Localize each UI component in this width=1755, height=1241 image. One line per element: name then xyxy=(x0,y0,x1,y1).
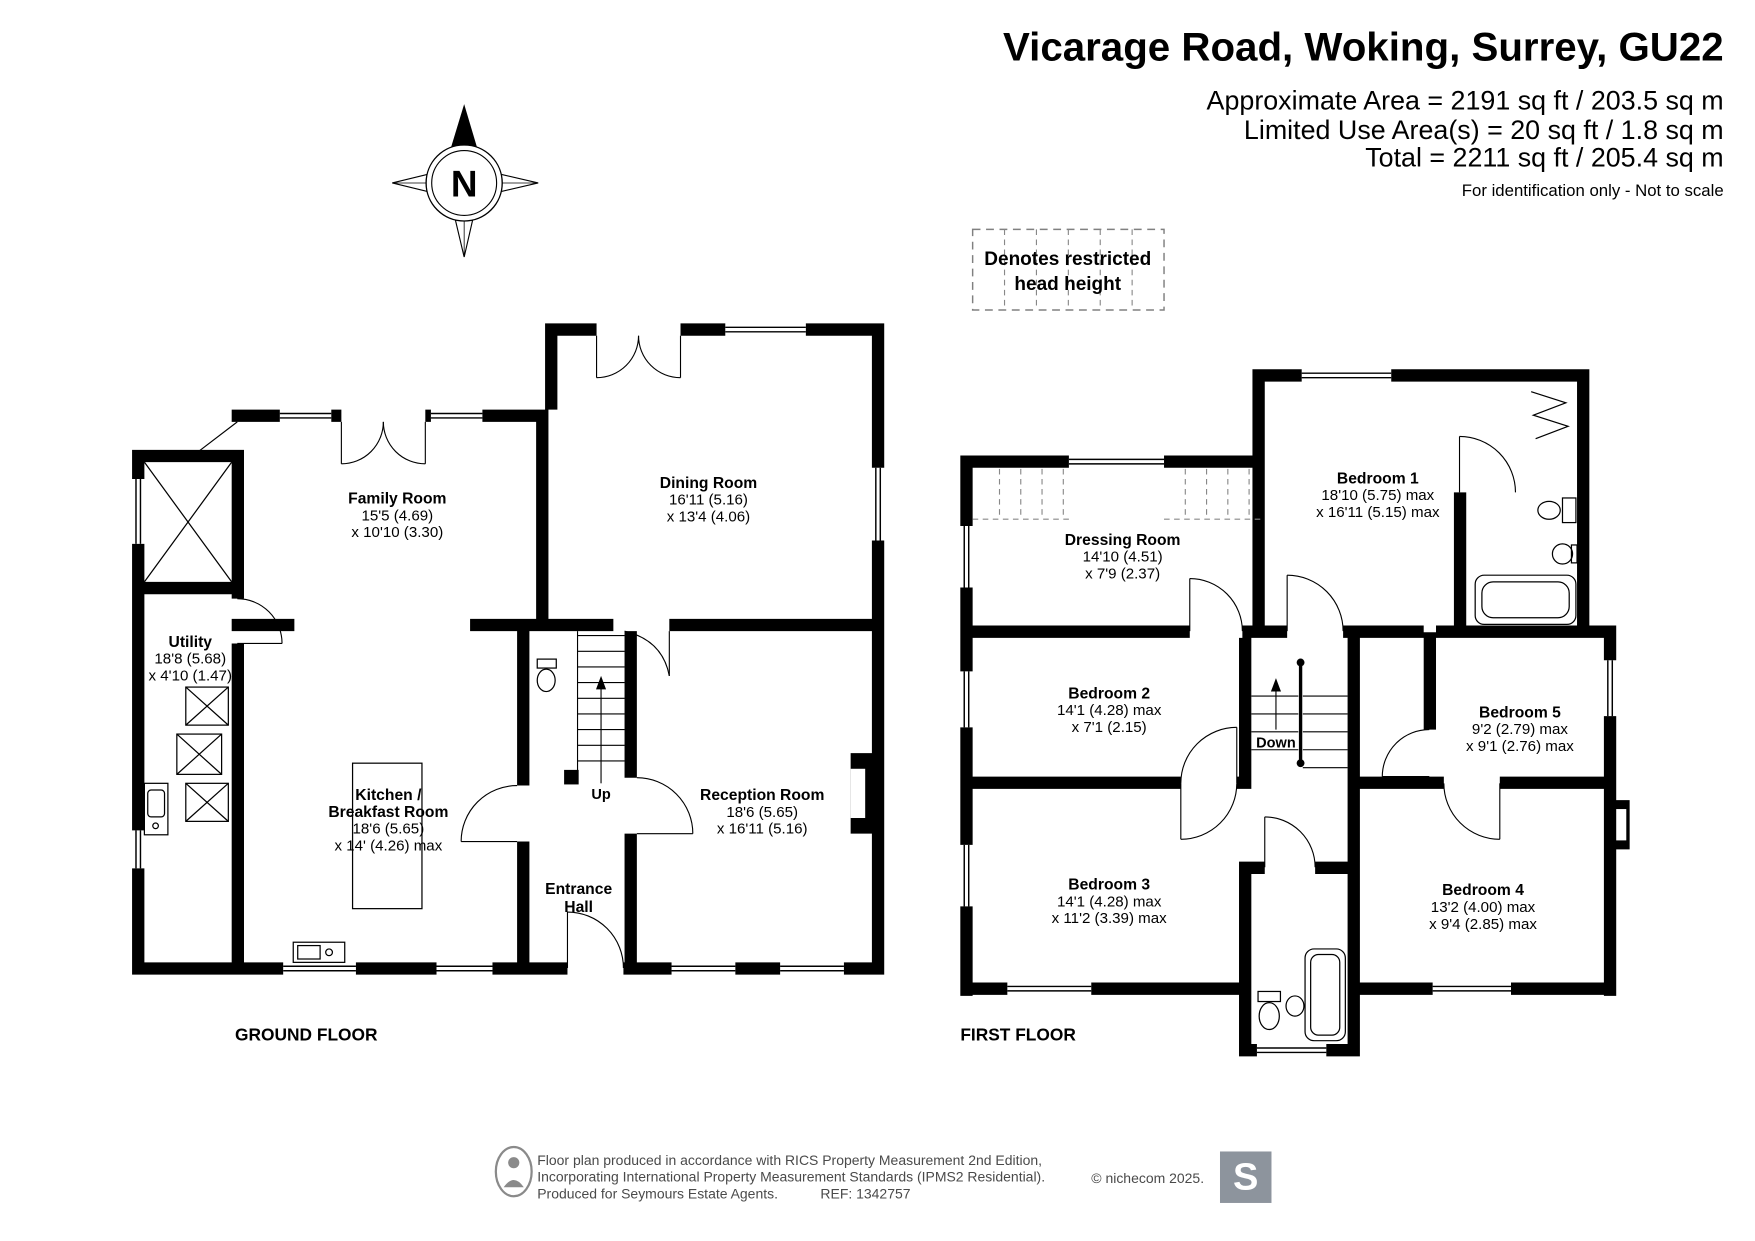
page-title: Vicarage Road, Woking, Surrey, GU22 xyxy=(1003,24,1724,70)
utility-dim1: 18'8 (5.68) xyxy=(154,650,227,668)
ground-floor-label: GROUND FLOOR xyxy=(235,1024,378,1045)
bedroom5-dim1: 9'2 (2.79) max xyxy=(1471,721,1568,739)
wc-toilet xyxy=(537,659,556,668)
bedroom4-dim2: x 9'4 (2.85) max xyxy=(1429,915,1537,933)
bedroom4-name: Bedroom 4 xyxy=(1442,882,1524,900)
kitchen-name2: Breakfast Room xyxy=(328,803,449,821)
bedroom3-dim2: x 11'2 (3.39) max xyxy=(1051,910,1167,928)
legend-line2: head height xyxy=(1014,273,1122,295)
compass-icon xyxy=(392,104,538,257)
utility-dim2: x 4'10 (1.47) xyxy=(148,667,232,685)
bedroom4-dim1: 13'2 (4.00) max xyxy=(1430,899,1536,917)
footer-line1: Floor plan produced in accordance with RICS Property Measurement 2nd Edition, xyxy=(537,1151,1043,1168)
dining-room-dim2: x 13'4 (4.06) xyxy=(666,508,751,526)
person-icon xyxy=(496,1147,532,1196)
down-arrow-icon xyxy=(1271,678,1281,691)
family-room-dim1: 15'5 (4.69) xyxy=(361,507,434,525)
dressing-room-name: Dressing Room xyxy=(1064,531,1181,549)
stairs-up-label: Up xyxy=(591,786,611,803)
bathroom-sink xyxy=(1286,996,1304,1016)
fireplace-recess xyxy=(851,769,866,818)
reception-room-name: Reception Room xyxy=(700,787,825,805)
ground-floor-stairs xyxy=(564,631,624,784)
footer-ref: REF: 1342757 xyxy=(820,1185,911,1202)
bedroom1-dim2: x 16'11 (5.15) max xyxy=(1316,503,1440,521)
compass-north-label: N xyxy=(450,163,478,205)
footer-line2: Incorporating International Property Measurement Standards (IPMS2 Residential). xyxy=(537,1168,1046,1185)
utility-name: Utility xyxy=(168,633,213,651)
entrance-hall-name1: Entrance xyxy=(545,881,613,899)
bedroom5-name: Bedroom 5 xyxy=(1479,704,1561,722)
ground-floor-fixtures xyxy=(144,462,556,962)
bedroom1-dim1: 18'10 (5.75) max xyxy=(1321,487,1435,505)
ensuite-sink xyxy=(1552,544,1572,564)
bedroom1-name: Bedroom 1 xyxy=(1336,470,1419,488)
dressing-room-dim2: x 7'9 (2.37) xyxy=(1085,565,1161,583)
footer xyxy=(496,1147,1272,1203)
kitchen-dim2: x 14' (4.26) max xyxy=(334,837,443,855)
bedroom3-name: Bedroom 3 xyxy=(1068,876,1151,894)
ground-floor-plan xyxy=(132,323,884,1044)
logo-letter: S xyxy=(1233,1156,1259,1199)
first-floor-plan xyxy=(960,369,1629,1056)
approximate-area: Approximate Area = 2191 sq ft / 203.5 sq m xyxy=(1206,85,1724,116)
total-area: Total = 2211 sq ft / 205.4 sq m xyxy=(1365,142,1724,173)
entrance-hall-name2: Hall xyxy=(564,899,594,917)
first-floor-label: FIRST FLOOR xyxy=(960,1024,1076,1045)
reception-room-dim2: x 16'11 (5.16) xyxy=(716,820,808,838)
legend-line1: Denotes restricted xyxy=(984,249,1152,271)
ensuite-toilet xyxy=(1562,498,1575,523)
family-room-name: Family Room xyxy=(348,490,447,508)
reception-room-dim1: 18'6 (5.65) xyxy=(726,803,799,821)
stairs-down-label: Down xyxy=(1256,735,1296,752)
seymours-logo xyxy=(1220,1151,1271,1202)
ground-floor-windows xyxy=(136,327,880,970)
restricted-height-legend xyxy=(973,229,1164,310)
bathroom-toilet xyxy=(1258,991,1280,1001)
dining-room-dim1: 16'11 (5.16) xyxy=(669,491,748,509)
header xyxy=(1003,24,1724,199)
bedroom3-dim1: 14'1 (4.28) max xyxy=(1056,893,1162,911)
bedroom2-dim1: 14'1 (4.28) max xyxy=(1056,702,1162,720)
restricted-height-hatch xyxy=(973,469,1264,519)
bedroom2-dim2: x 7'1 (2.15) xyxy=(1071,718,1147,736)
disclaimer: For identification only - Not to scale xyxy=(1461,180,1724,200)
footer-line3: Produced for Seymours Estate Agents. xyxy=(537,1185,778,1202)
dressing-room-dim1: 14'10 (4.51) xyxy=(1082,548,1163,566)
bedroom5-dim2: x 9'1 (2.76) max xyxy=(1466,737,1574,755)
kitchen-name1: Kitchen / xyxy=(355,787,422,805)
shower-screen xyxy=(1531,392,1568,439)
chimney-recess xyxy=(1616,809,1626,840)
dining-room-name: Dining Room xyxy=(659,474,758,492)
nichecom-copyright: © nichecom 2025. xyxy=(1091,1169,1205,1186)
family-room-dim2: x 10'10 (3.30) xyxy=(351,524,444,542)
bedroom2-name: Bedroom 2 xyxy=(1068,685,1151,703)
limited-use-area: Limited Use Area(s) = 20 sq ft / 1.8 sq m xyxy=(1243,114,1724,145)
kitchen-dim1: 18'6 (5.65) xyxy=(352,820,425,838)
